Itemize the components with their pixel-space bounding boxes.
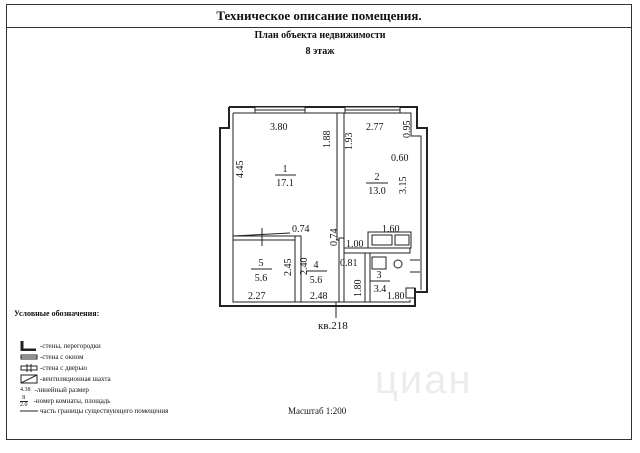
dim-248: 2.48 bbox=[310, 291, 328, 302]
dim-180-a: 1.80 bbox=[353, 279, 364, 297]
room-4-area: 5.6 bbox=[309, 275, 323, 286]
dim-180-b: 1.80 bbox=[387, 291, 405, 302]
dim-445: 4.45 bbox=[235, 160, 246, 178]
legend-linear-dim: 4.38 -линейный размер bbox=[20, 386, 89, 394]
wall-symbol-icon bbox=[20, 341, 38, 351]
dim-227: 2.27 bbox=[248, 291, 266, 302]
dim-188: 1.88 bbox=[322, 130, 333, 148]
flat-number: кв.218 bbox=[318, 320, 348, 332]
plan-subtitle: План объекта недвижимости bbox=[254, 30, 386, 41]
legend-door: -стена с дверью bbox=[20, 363, 87, 373]
dim-060: 0.60 bbox=[391, 153, 409, 164]
watermark-logo: циан bbox=[375, 358, 473, 402]
dim-160: 1.60 bbox=[382, 224, 400, 235]
window-symbol-icon bbox=[20, 352, 38, 362]
room-4-number: 4 bbox=[313, 260, 319, 271]
legend-vent: -вентиляционная шахта bbox=[20, 374, 111, 384]
legend-border: часть границы существующего помещения bbox=[20, 406, 168, 416]
dim-240: 2.40 bbox=[299, 257, 310, 275]
scale-label: Масштаб 1:200 bbox=[288, 406, 347, 416]
dim-193: 1.93 bbox=[344, 132, 355, 150]
dim-380: 3.80 bbox=[270, 122, 288, 133]
legend-window: -стена с окном bbox=[20, 352, 84, 362]
legend-title: Условные обозначения: bbox=[14, 309, 100, 318]
dim-081: 0.81 bbox=[340, 258, 358, 269]
dim-245: 2.45 bbox=[283, 258, 294, 276]
vent-shaft-icon bbox=[20, 374, 38, 384]
room-1-area: 17.1 bbox=[276, 178, 294, 189]
legend-walls: -стены, перегородки bbox=[20, 341, 101, 351]
room-3-area: 3.4 bbox=[373, 284, 387, 295]
room-1-number: 1 bbox=[282, 164, 288, 175]
room-5-number: 5 bbox=[258, 258, 264, 269]
dim-100: 1.00 bbox=[346, 239, 364, 250]
door-symbol-icon bbox=[20, 363, 38, 373]
room-3-number: 3 bbox=[376, 270, 382, 281]
dim-315: 3.15 bbox=[398, 176, 409, 194]
document-title: Техническое описание помещения. bbox=[6, 4, 632, 28]
floor-label: 8 этаж bbox=[305, 46, 335, 57]
room-5-area: 5.6 bbox=[254, 273, 268, 284]
dim-074-a: 0.74 bbox=[292, 224, 310, 235]
dim-095: 0.95 bbox=[402, 120, 413, 138]
room-2-area: 13.0 bbox=[368, 186, 386, 197]
room-2-number: 2 bbox=[374, 172, 380, 183]
dim-277: 2.77 bbox=[366, 122, 384, 133]
legend-room-label: 8 2.0 -номер комнаты, площадь bbox=[20, 394, 111, 408]
border-line-icon bbox=[20, 406, 38, 416]
dim-074-b: 0.74 bbox=[329, 228, 340, 246]
